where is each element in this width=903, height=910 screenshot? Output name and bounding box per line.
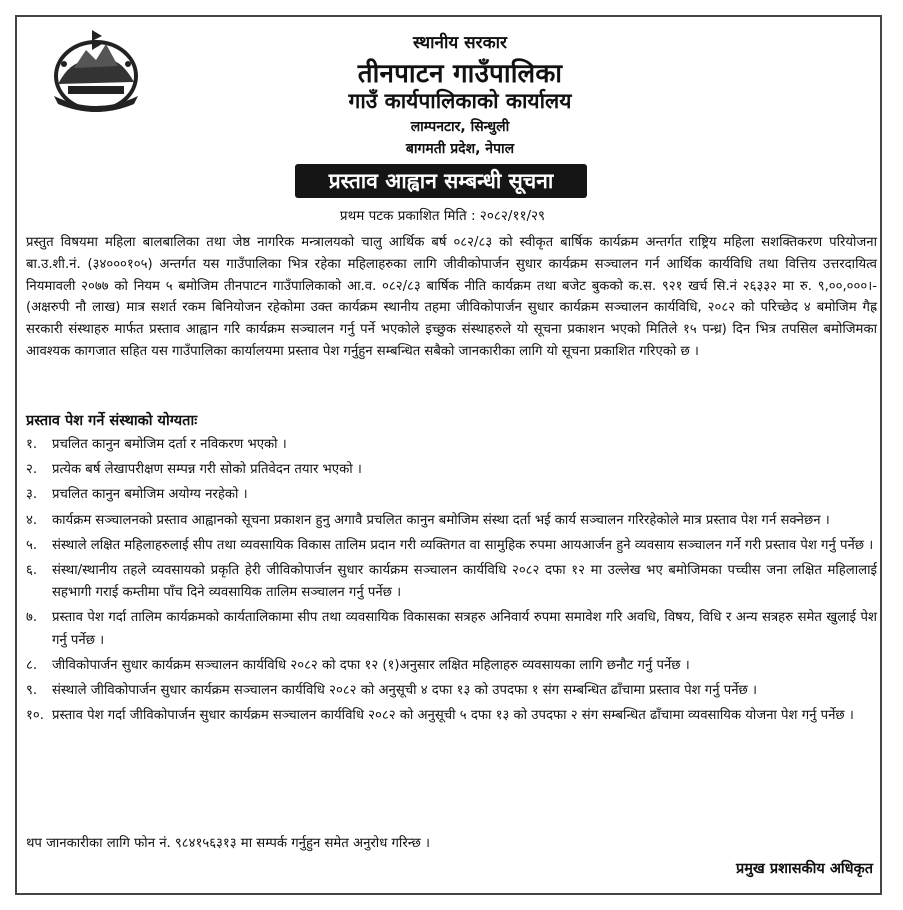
list-item-text: संस्थाले जीविकोपार्जन सुधार कार्यक्रम सञ्चालन कार्यविधि २०८२ को अनुसूची ४ दफा १३ को उपदफा १ संग सम्बन्धित ढाँचामा प्रस्ताव पेश गर्नु पर्नेछ । — [52, 683, 757, 699]
header-province: बागमती प्रदेश, नेपाल — [405, 141, 515, 157]
list-item-number: ९. — [26, 683, 38, 699]
list-item — [26, 434, 877, 456]
list-item-number: ४. — [26, 512, 38, 528]
list-item — [26, 459, 877, 481]
header-office-name: गाउँ कार्यपालिकाको कार्यालय — [348, 89, 572, 113]
list-item-text: प्रस्ताव पेश गर्दा तालिम कार्यक्रमको कार्यतालिकामा सीप तथा व्यवसायिक विकासका सत्रहरु अनिवार्य रुपमा समावेश गरि अवधि, विषय, विधि र अन्य सत्रहरु समेत खुलाई पेश गर्नु पर्नेछ । — [52, 610, 877, 648]
list-item-number: २. — [26, 462, 38, 478]
list-item-number: ७. — [26, 610, 38, 626]
contact-note: थप जानकारीका लागि फोन नं. ९८४१५६३१३ मा सम्पर्क गर्नुहुन समेत अनुरोध गरिन्छ । — [26, 836, 430, 851]
list-item — [26, 705, 877, 727]
list-item — [26, 655, 877, 677]
list-item-number: १. — [26, 437, 38, 452]
list-item-text: संस्थाले लक्षित महिलाहरुलाई सीप तथा व्यवसायिक विकास तालिम प्रदान गरी व्यक्तिगत वा सामुहिक रुपमा आयआर्जन हुने व्यवसाय सञ्चालन गर्ने गरी प्रस्ताव पेश गर्नु पर्नेछ । — [52, 537, 874, 553]
eligibility-list — [26, 434, 877, 730]
list-item-text: प्रत्येक बर्ष लेखापरीक्षण सम्पन्न गरी सोको प्रतिवेदन तयार भएको । — [52, 462, 362, 478]
list-item — [26, 607, 877, 651]
eligibility-section-title: प्रस्ताव पेश गर्ने संस्थाको योग्यताः — [26, 413, 198, 429]
header-municipality-name: तीनपाटन गाउँपालिका — [357, 59, 563, 89]
signoff-title: प्रमुख प्रशासकीय अधिकृत — [736, 861, 873, 877]
list-item — [26, 535, 877, 557]
header-local-government: स्थानीय सरकार — [412, 33, 507, 53]
list-item-text: प्रचलित कानुन बमोजिम अयोग्य नरहेको । — [52, 487, 248, 503]
notice-body-paragraph: प्रस्तुत विषयमा महिला बालबालिका तथा जेष्ठ नागरिक मन्त्रालयको चालु आर्थिक बर्ष ०८२/८३ को स्वीकृत बार्षिक कार्यक्रम अन्तर्गत राष्ट्रिय महिला सशक्तिकरण परियोजना बा.उ.शी.नं. (३४०००१०५) अन्तर्गत यस गाउँपालिका भित्र रहेका महिलाहरुका लागि जीवीकोपार्जन सुधार कार्यक्रम सञ्चालन गर्न आर्थिक कार्यविधि तथा वित्तिय उत्तरदायित्व नियमावली २०७७ को नियम ५ बमोजिम तीनपाटन गाउँपालिकाको आ.व. ०८२/८३ बार्षिक नीति कार्यक्रम तथा बजेट बुकको क.स. ९२१ खर्च सि.नं २६३३२ मा रु. ९,००,०००।- (अक्षरुपी नौ लाख) मात्र सशर्त रकम बिनियोजन रहेकोमा उक्त कार्यक्रम स्थानीय तहमा जीविकोपार्जन सुधार कार्यक्रम सञ्चालन कार्यविधि, २०८२ को परिच्छेद ४ बमोजिम गैह्र सरकारी संस्थाहरु मार्फत प्रस्ताव आह्वान गरि कार्यक्रम सञ्चालन गर्नु पर्ने भएकोले इच्छुक संस्थाहरुले यो सूचना प्रकाशन भएको मितिले १५ पन्ध्र) दिन भित्र तपसिल बमोजिमका आवश्यक कागजात सहित यस गाउँपालिका कार्यालयमा प्रस्ताव पेश गर्नुहुन सम्बन्धित सबैको जानकारीका लागि यो सूचना प्रकाशित गरिएको छ । — [26, 235, 877, 359]
nepal-government-emblem-icon — [44, 24, 148, 116]
list-item-number: १०. — [26, 708, 44, 724]
notice-title-banner: प्रस्ताव आह्वान सम्बन्धी सूचना — [295, 164, 587, 198]
list-item — [26, 510, 877, 532]
list-item-number: ३. — [26, 487, 38, 503]
list-item-text: संस्था/स्थानीय तहले व्यवसायको प्रकृति हेरी जीविकोपार्जन सुधार कार्यक्रम सञ्चालन कार्यविधि २०८२ दफा १२ मा उल्लेख भए बमोजिमका पच्चीस जना लक्षित महिलालाई सहभागी गराई कम्तीमा पाँच दिने व्यवसायिक तालिम सञ्चालन गर्नु पर्नेछ । — [52, 563, 877, 601]
list-item — [26, 560, 877, 604]
published-date: प्रथम पटक प्रकाशित मिति : २०८२/११/२९ — [339, 208, 546, 224]
list-item — [26, 680, 877, 702]
list-item-number: ५. — [26, 537, 38, 553]
list-item — [26, 484, 877, 506]
list-item-text: प्रचलित कानुन बमोजिम दर्ता र नविकरण भएको । — [52, 437, 287, 452]
list-item-number: ६. — [26, 563, 38, 579]
list-item-text: जीविकोपार्जन सुधार कार्यक्रम सञ्चालन कार्यविधि २०८२ को दफा १२ (१)अनुसार लक्षित महिलाहरु व्यवसायका लागि छनौट गर्नु पर्नेछ । — [52, 657, 690, 673]
header-address: लाम्पनटार, सिन्धुली — [410, 119, 510, 135]
list-item-text: कार्यक्रम सञ्चालनको प्रस्ताव आह्वानको सूचना प्रकाशन हुनु अगावै प्रचलित कानुन बमोजिम संस्था दर्ता भई कार्य सञ्चालन गरिरहेकोले मात्र प्रस्ताव पेश गर्न सक्नेछन । — [52, 512, 830, 528]
list-item-number: ८. — [26, 657, 38, 673]
list-item-text: प्रस्ताव पेश गर्दा जीविकोपार्जन सुधार कार्यक्रम सञ्चालन कार्यविधि २०८२ को अनुसूची ५ दफा १३ को उपदफा २ संग सम्बन्धित ढाँचामा व्यवसायिक योजना पेश गर्नु पर्नेछ । — [52, 708, 854, 724]
